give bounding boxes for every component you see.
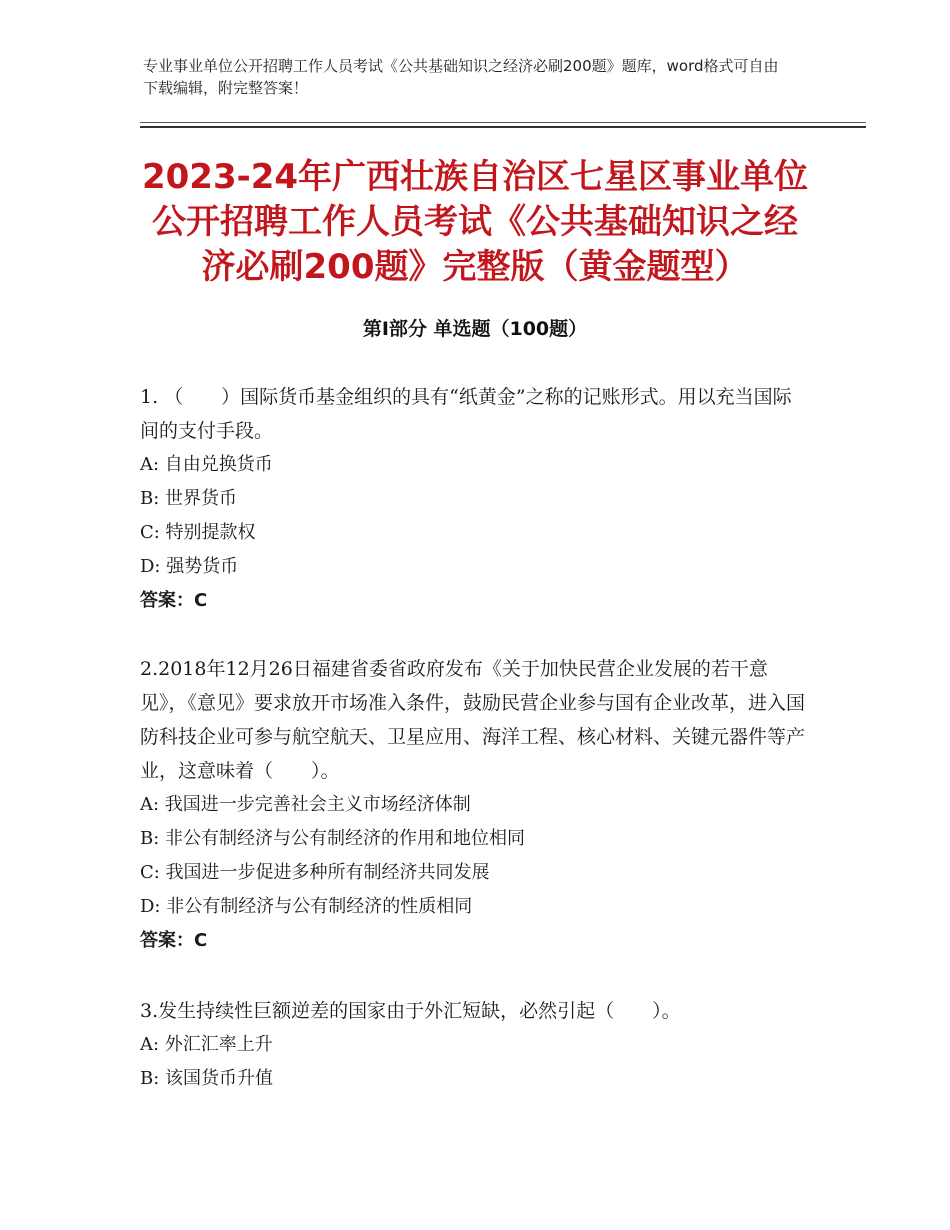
- header-rule-thick: [140, 126, 866, 128]
- answer: 答案：C: [140, 590, 208, 611]
- option-b: B: 该国货币升值: [140, 1068, 274, 1089]
- option-d: D: 强势货币: [140, 556, 239, 577]
- answer: 答案：C: [140, 930, 208, 951]
- option-b: B: 非公有制经济与公有制经济的作用和地位相同: [140, 828, 526, 849]
- question-3: [140, 994, 810, 1096]
- option-a: A: 我国进一步完善社会主义市场经济体制: [140, 794, 471, 815]
- header-rule-thin: [140, 122, 866, 123]
- question-1: [140, 380, 810, 618]
- option-a: A: 自由兑换货币: [140, 454, 273, 475]
- option-d: D: 非公有制经济与公有制经济的性质相同: [140, 896, 473, 917]
- option-a: A: 外汇汇率上升: [140, 1034, 273, 1055]
- question-stem: 1. （ ）国际货币基金组织的具有“纸黄金”之称的记账形式。用以充当国际间的支付手段。: [140, 386, 792, 442]
- question-stem: 3.发生持续性巨额逆差的国家由于外汇短缺，必然引起（ ）。: [140, 1000, 681, 1022]
- header-note: 专业事业单位公开招聘工作人员考试《公共基础知识之经济必刷200题》题库，word格式可自由下载编辑，附完整答案！: [143, 57, 779, 97]
- section-title: 第Ⅰ部分 单选题（100题）: [362, 318, 588, 340]
- option-c: C: 特别提款权: [140, 522, 256, 543]
- question-2: [140, 652, 810, 958]
- document-title: 2023-24年广西壮族自治区七星区事业单位公开招聘工作人员考试《公共基础知识之经济必刷200题》完整版（黄金题型）: [141, 157, 809, 287]
- question-stem: 2.2018年12月26日福建省委省政府发布《关于加快民营企业发展的若干意见》，《意见》要求放开市场准入条件，鼓励民营企业参与国有企业改革，进入国防科技企业可参与航空航天、卫星应用、海洋工程、核心材料、关键元器件等产业，这意味着（ ）。: [140, 658, 806, 782]
- option-b: B: 世界货币: [140, 488, 238, 509]
- option-c: C: 我国进一步促进多种所有制经济共同发展: [140, 862, 490, 883]
